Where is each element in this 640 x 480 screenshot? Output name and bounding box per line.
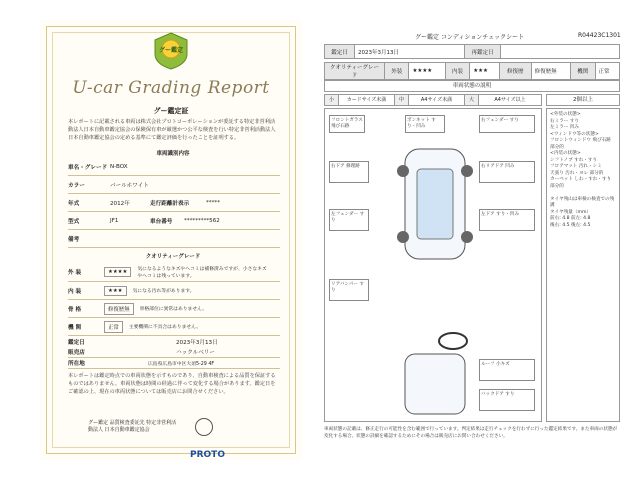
disclaimer: 本レポートは鑑定時点での車両状態を示すものであり、自動車検査による品質を保証するものではありません。車両状態は時間の経過に伴って変化する場合があります。鑑定日をご確認の上、現在の車両状態については販売店にお問合せください。 [68, 373, 276, 395]
frame-grade: 修復歴無 [104, 303, 134, 315]
vehicle-section-title: 車両識別内容 [156, 151, 190, 157]
sheet-quality-table [324, 62, 620, 80]
row-interior [68, 282, 280, 300]
jaaa-seal-icon [195, 418, 213, 436]
logo-text: グー鑑定 [158, 47, 184, 54]
mark-box-3: 右フェンダー すり [479, 115, 535, 133]
issuer: グー鑑定 品質検査委託先 特定非営利活動法人 日本自動車鑑定協会 [88, 420, 177, 433]
mark-box-4: 右ドア 修理跡 [329, 161, 369, 183]
row-dealer [68, 347, 280, 358]
ext-label: 外装 [385, 63, 409, 80]
mark-box-5: 右リアドア 凹み [479, 161, 535, 183]
address-value: 広島県広島市中区大須5-29 4F [148, 361, 215, 367]
sheet-title: グー鑑定 コンディションチェックシート [415, 34, 525, 41]
script-title: U-car Grading Report [72, 78, 270, 98]
sheet-date-table [324, 44, 620, 59]
mechanism-label: 機 関 [68, 324, 82, 331]
exterior-text: 気になるようなキズやヘコミは補修済みですが、小さなキズやヘコミは残っています。 [137, 266, 267, 279]
address-label: 所在地 [68, 361, 85, 367]
chassis-value: *********562 [184, 217, 220, 224]
mark-box-6: 左フェンダー すり [329, 209, 369, 231]
exterior-label: 外 装 [68, 269, 82, 276]
interior-label: 内 装 [68, 288, 82, 295]
count-legend: 2個以上 [546, 94, 620, 106]
dealer-value: ハックルベリー [176, 350, 215, 356]
repair-value: 修復歴無 [531, 63, 570, 80]
vehicle-diagram [324, 108, 542, 422]
mark-box-2: ボンネット すり・凹み [405, 115, 445, 133]
proto-brand: PROTO [190, 450, 225, 460]
ext-value: ★★★★ [409, 63, 445, 80]
mark-box-8: リアバンパー すり [329, 279, 369, 301]
sheet-footer: 車両状態の記載は、修正走行の可能性を含む範囲で行っています。判定結果は走行チェックを行わずに行った鑑定結果です。また車両の状態が変化する場合、状態の詳細を確認するためにその場合は販売店にお問い合わせください。 [324, 427, 618, 439]
condition-title: 車両状態の説明 [324, 80, 620, 92]
color-label: カラー [68, 182, 85, 189]
sheet-id: R04423C1301 [578, 32, 621, 39]
row-color [68, 176, 280, 194]
mark-box-7: 左ドア すり・凹み [479, 209, 535, 231]
quality-section-title: クオリティーグレード [145, 254, 201, 260]
date-label: 鑑定日 [325, 45, 355, 59]
dealer-label: 販売店 [68, 350, 85, 356]
int-label: 内装 [445, 63, 469, 80]
mechanism-text: 主要機関に不具合はありません。 [128, 325, 202, 330]
size-card: カードサイズ未満 [339, 95, 395, 105]
repair-label: 修復歴 [499, 63, 531, 80]
size-mid: 中 [395, 95, 409, 105]
size-small: 小 [325, 95, 339, 105]
row-name [68, 158, 280, 176]
interior-grade: ★★★ [104, 286, 127, 296]
quality-label: クオリティーグレード [325, 63, 385, 80]
note-label: 備考 [68, 236, 80, 243]
row-exterior [68, 262, 280, 282]
date-value: 2023年3月13日 [176, 339, 218, 346]
condition-check-sheet [320, 24, 620, 460]
grading-certificate [40, 20, 302, 460]
mech-value: 正常 [595, 63, 620, 80]
reappraisal-value [501, 45, 620, 59]
mech-label: 機関 [571, 63, 595, 80]
goo-kantei-logo [152, 32, 190, 70]
row-year [68, 194, 280, 212]
year-value: 2012年 [110, 200, 130, 207]
size-large: 大 [465, 95, 479, 105]
year-label: 年式 [68, 200, 80, 207]
mark-box-9: ルーフ 小キズ [479, 359, 535, 381]
size-legend [324, 94, 542, 106]
row-mechanism [68, 318, 280, 336]
model-value: JF1 [110, 217, 119, 224]
color-value: パールホワイト [110, 182, 149, 189]
size-a4: A4サイズ未満 [409, 95, 465, 105]
exterior-grade: ★★★★ [104, 267, 131, 277]
size-a4plus: A4サイズ以上 [494, 97, 526, 103]
mark-box-10: バックドア すり [479, 389, 535, 411]
name-value: N-BOX [110, 163, 128, 170]
chassis-label: 車台番号 [150, 218, 173, 225]
mechanism-grade: 正常 [104, 321, 123, 333]
frame-label: 骨 格 [68, 306, 82, 313]
int-value: ★★★ [470, 63, 500, 80]
reappraisal-label: 再鑑定日 [465, 45, 501, 59]
row-model [68, 212, 280, 230]
condition-notes: <外装の状態> 右ミラー すり 左ミラー 凹み <ウィンドウ等の状態> フロントウィンドウ 飛び石跡 部分的 <内装の状態> シフトノブ すれ・すり フロアマット 汚れ・シミ 天張り 汚れ・ヨレ 部分的 カーペット しわ・すれ・すり 部分的 タイヤ残山は車検の検査での残溝 タイヤ残量（mm） 前右: 4.8 前左: 4.8 後右: 4.5 後左: 4.5 [546, 108, 620, 422]
interior-text: 気になる汚れ等があります。 [132, 289, 195, 294]
row-address [68, 358, 280, 369]
mileage-value: ***** [206, 199, 220, 206]
row-frame [68, 300, 280, 318]
certificate-title: グー鑑定証 [153, 107, 189, 115]
name-label: 車名・グレード [68, 164, 108, 171]
row-note [68, 230, 280, 248]
mark-box-1: フロントガラス 飛び石跡 [329, 115, 365, 133]
model-label: 型式 [68, 218, 80, 225]
intro-paragraph: 本レポートに記載される車両は株式会社プロトコーポレーションが委託する特定非営利活動法人日本自動車鑑定協会の保険保有車が厳選かつ公平な検査を行い特定非営利活動法人日本自動車鑑定協会の定める基準にて鑑定評価を行ったことを証明する。 [68, 119, 276, 141]
frame-text: 骨格部位に異常はありません。 [139, 307, 208, 312]
date-value: 2023年3月13日 [355, 45, 465, 59]
date-label: 鑑定日 [68, 339, 85, 346]
row-date [68, 336, 280, 347]
mileage-label: 走行距離計表示 [150, 200, 190, 207]
